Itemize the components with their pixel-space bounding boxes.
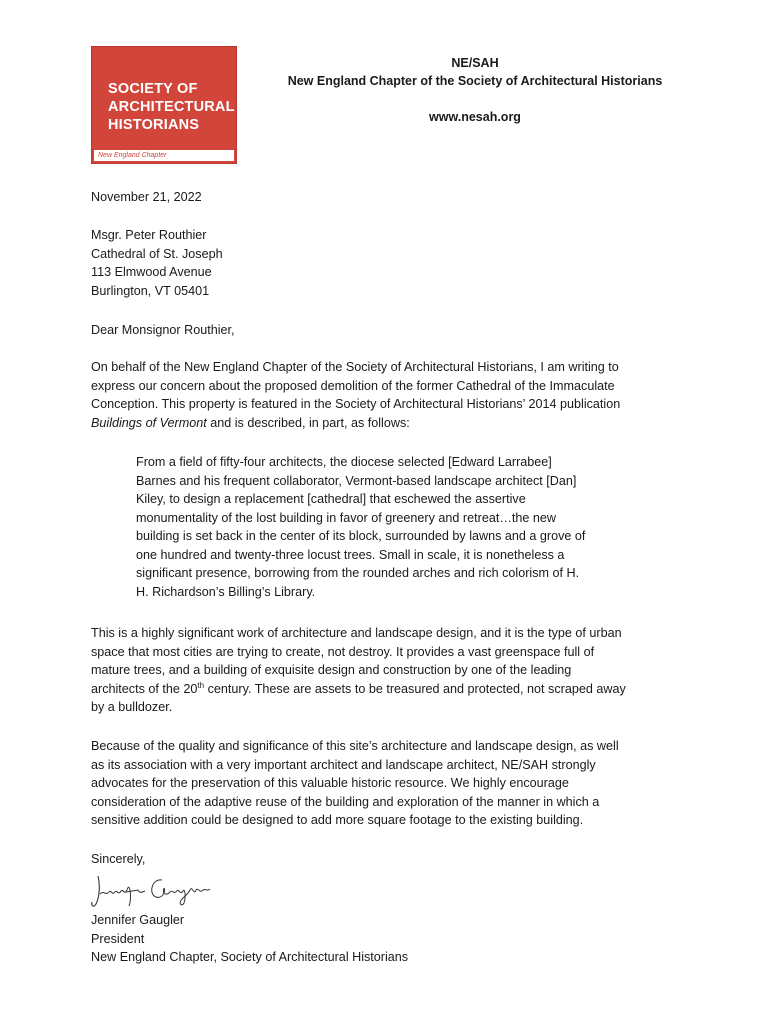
quote-line: From a field of fifty-four architects, the diocese selected [Edward Larrabee] [136,455,552,469]
text-line: by a bulldozer. [91,700,173,714]
text-line: Because of the quality and significance of this site’s architecture and landscape design, as well [91,739,619,753]
logo-title: SOCIETY OF ARCHITECTURAL HISTORIANS [108,81,235,133]
letterhead [270,54,680,126]
paragraph-advocacy [91,737,691,830]
sah-logo [91,46,237,164]
text-line: as its association with a very important architect and landscape architect, NE/SAH strongly [91,757,596,772]
text-line: sensitive addition could be designed to add more square footage to the existing building. [91,813,584,827]
logo-strip [94,150,234,161]
recipient-institution: Cathedral of St. Joseph [91,246,223,261]
text-line: This is a highly significant work of architecture and landscape design, and it is the type of urban [91,626,622,640]
recipient-street: 113 Elmwood Avenue [91,265,212,279]
org-website: www.nesah.org [429,110,521,124]
recipient-name: Msgr. Peter Routhier [91,228,207,242]
signer-name: Jennifer Gaugler [91,913,185,927]
quote-line: Barnes and his frequent collaborator, Vermont-based landscape architect [Dan] [136,473,577,488]
text-line: Conception. This property is featured in the Society of Architectural Historians’ 2014 publication [91,397,621,411]
text-fragment: century. These are assets to be treasured and protected, not scraped away [204,681,626,696]
quote-line: H. Richardson’s Billing’s Library. [136,584,316,599]
paragraph-significance [91,624,691,717]
text-fragment: architects of the 20 [91,681,198,696]
publication-title: Buildings of Vermont [91,415,207,430]
text-line [91,414,691,433]
handwritten-signature [90,870,215,912]
text-line: advocates for the preservation of this valuable historic resource. We highly encourage [91,776,569,790]
text-fragment: and is described, in part, as follows: [206,415,410,430]
signature-block [91,911,691,967]
recipient-city: Burlington, VT 05401 [91,283,210,298]
quote-line: building is set back in the center of its block, surrounded by lawns and a grove of [136,529,586,543]
text-line: consideration of the adaptive reuse of the building and exploration of the manner in which a [91,794,600,809]
letter-date: November 21, 2022 [91,190,202,204]
org-full-name: New England Chapter of the Society of Architectural Historians [287,74,663,88]
text-line: mature trees, and a building of exquisite design and construction by one of the leading [91,663,572,677]
logo-subtitle: New England Chapter [98,152,167,159]
text-line: space that most cities are trying to create, not destroy. It provides a vast greenspace full of [91,644,595,659]
quote-line: monumentality of the lost building in favor of greenery and retreat…the new [136,510,557,525]
ordinal-suffix: th [197,680,205,690]
text-line: On behalf of the New England Chapter of the Society of Architectural Historians, I am writing to [91,360,619,374]
signer-org: New England Chapter, Society of Architectural Historians [91,950,409,964]
quote-line: Kiley, to design a replacement [cathedral] that eschewed the assertive [136,492,526,506]
closing: Sincerely, [91,852,146,866]
quote-line: one hundred and twenty-three locust trees. Small in scale, it is nonetheless a [136,547,565,562]
org-short-name: NE/SAH [451,56,499,70]
text-line [91,680,691,699]
text-line: express our concern about the proposed demolition of the former Cathedral of the Immaculate [91,378,615,393]
salutation: Dear Monsignor Routhier, [91,323,235,337]
recipient-address [91,226,691,300]
block-quote [136,453,646,601]
quote-line: significant presence, borrowing from the rounded arches and rich colorism of H. [136,566,580,580]
paragraph-intro [91,358,691,432]
signer-title: President [91,931,145,946]
